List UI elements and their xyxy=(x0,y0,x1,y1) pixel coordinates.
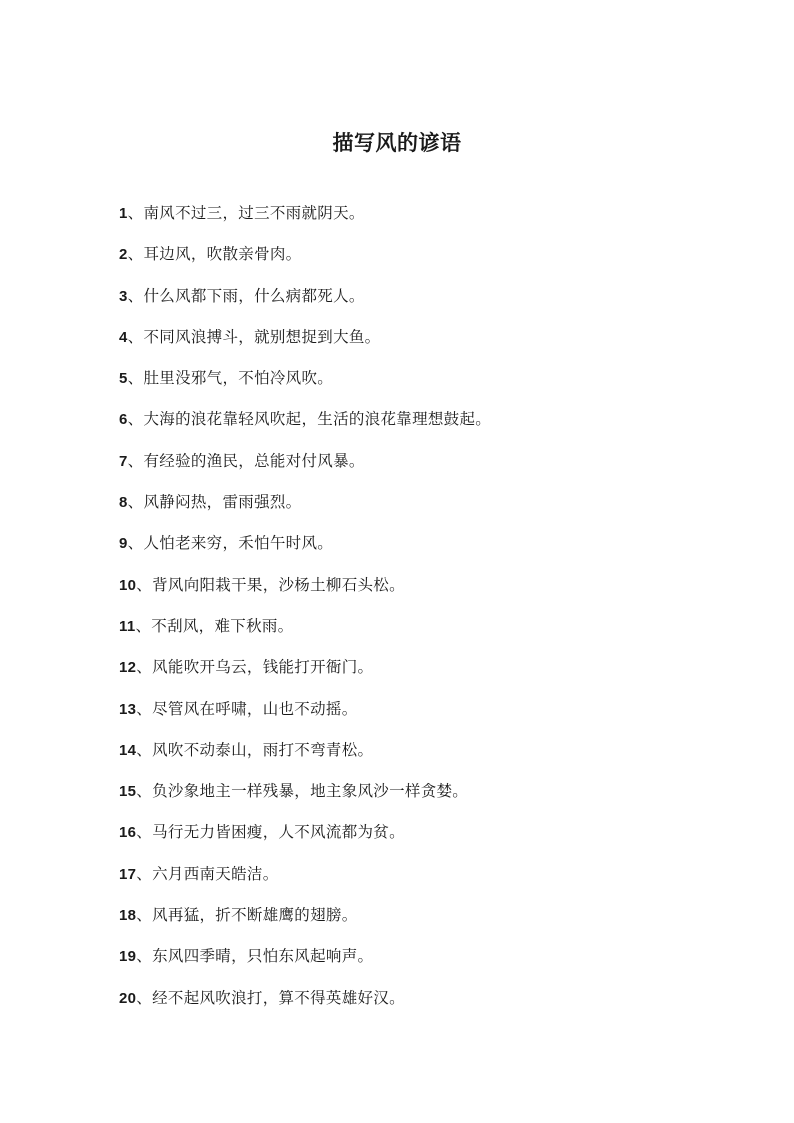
item-separator: 、 xyxy=(127,534,144,553)
item-number: 19 xyxy=(119,948,137,966)
item-number: 8 xyxy=(119,494,128,512)
item-separator: 、 xyxy=(136,823,153,842)
item-number: 9 xyxy=(119,535,128,553)
item-text: 风静闷热，雷雨强烈。 xyxy=(143,493,302,512)
list-item xyxy=(119,241,759,282)
item-text: 经不起风吹浪打，算不得英雄好汉。 xyxy=(152,988,405,1007)
item-text: 什么风都下雨，什么病都死人。 xyxy=(143,286,365,305)
list-item xyxy=(119,572,759,613)
item-text: 有经验的渔民，总能对付风暴。 xyxy=(143,451,365,470)
list-item xyxy=(119,283,759,324)
item-separator: 、 xyxy=(136,988,153,1007)
item-text: 风吹不动泰山，雨打不弯青松。 xyxy=(152,740,374,759)
item-text: 东风四季晴，只怕东风起响声。 xyxy=(152,947,374,966)
item-number: 12 xyxy=(119,659,137,677)
item-number: 15 xyxy=(119,783,137,801)
list-item xyxy=(119,365,759,406)
list-item xyxy=(119,985,759,1026)
item-separator: 、 xyxy=(127,493,144,512)
item-number: 10 xyxy=(119,576,137,594)
item-number: 18 xyxy=(119,907,137,925)
list-item xyxy=(119,861,759,902)
item-number: 14 xyxy=(119,741,137,759)
item-separator: 、 xyxy=(127,204,144,222)
item-text: 不同风浪搏斗，就别想捉到大鱼。 xyxy=(143,327,381,346)
item-separator: 、 xyxy=(135,616,152,635)
item-number: 17 xyxy=(119,865,137,883)
list-item xyxy=(119,654,759,695)
document-title: 描写风的谚语 xyxy=(332,130,462,155)
list-item xyxy=(119,489,759,530)
item-separator: 、 xyxy=(127,451,144,470)
item-text: 耳边风，吹散亲骨肉。 xyxy=(143,245,302,264)
list-item xyxy=(119,819,759,860)
item-text: 大海的浪花靠轻风吹起，生活的浪花靠理想鼓起。 xyxy=(143,410,492,429)
item-text: 马行无力皆困瘦，人不风流都为贫。 xyxy=(152,823,405,842)
item-number: 1 xyxy=(119,205,128,222)
item-separator: 、 xyxy=(136,906,153,925)
item-number: 13 xyxy=(119,700,137,718)
item-text: 风再猛，折不断雄鹰的翅膀。 xyxy=(152,906,358,925)
item-text: 人怕老来穷，禾怕午时风。 xyxy=(143,534,334,553)
list-item xyxy=(119,530,759,571)
list-item xyxy=(119,778,759,819)
list-item xyxy=(119,448,759,489)
item-text: 南风不过三，过三不雨就阴天。 xyxy=(143,204,365,222)
proverb-list xyxy=(119,200,759,1026)
item-number: 3 xyxy=(119,287,128,305)
list-item xyxy=(119,902,759,943)
item-separator: 、 xyxy=(136,658,153,677)
item-number: 6 xyxy=(119,411,128,429)
item-text: 六月西南天皓洁。 xyxy=(152,864,279,883)
item-separator: 、 xyxy=(136,947,153,966)
item-separator: 、 xyxy=(136,864,153,883)
list-item xyxy=(119,696,759,737)
item-separator: 、 xyxy=(136,782,153,801)
item-number: 2 xyxy=(119,246,128,264)
list-item xyxy=(119,613,759,654)
item-number: 20 xyxy=(119,989,137,1007)
item-text: 背风向阳栽干果，沙杨土柳石头松。 xyxy=(152,575,405,594)
item-separator: 、 xyxy=(127,410,144,429)
list-item xyxy=(119,943,759,984)
item-text: 不刮风，难下秋雨。 xyxy=(151,616,294,635)
item-number: 7 xyxy=(119,452,128,470)
list-item xyxy=(119,324,759,365)
item-number: 4 xyxy=(119,328,128,346)
list-item xyxy=(119,406,759,447)
item-text: 尽管风在呼啸，山也不动摇。 xyxy=(152,699,358,718)
item-text: 肚里没邪气，不怕冷风吹。 xyxy=(143,369,334,388)
item-separator: 、 xyxy=(136,740,153,759)
item-text: 负沙象地主一样残暴，地主象风沙一样贪婪。 xyxy=(152,782,469,801)
item-separator: 、 xyxy=(127,245,144,264)
list-item xyxy=(119,737,759,778)
item-number: 16 xyxy=(119,824,137,842)
item-separator: 、 xyxy=(136,699,153,718)
item-number: 5 xyxy=(119,370,128,388)
list-item xyxy=(119,200,759,241)
item-text: 风能吹开乌云，钱能打开衙门。 xyxy=(152,658,374,677)
item-separator: 、 xyxy=(136,575,153,594)
item-separator: 、 xyxy=(127,286,144,305)
item-separator: 、 xyxy=(127,327,144,346)
item-number: 11 xyxy=(119,617,136,635)
item-separator: 、 xyxy=(127,369,144,388)
